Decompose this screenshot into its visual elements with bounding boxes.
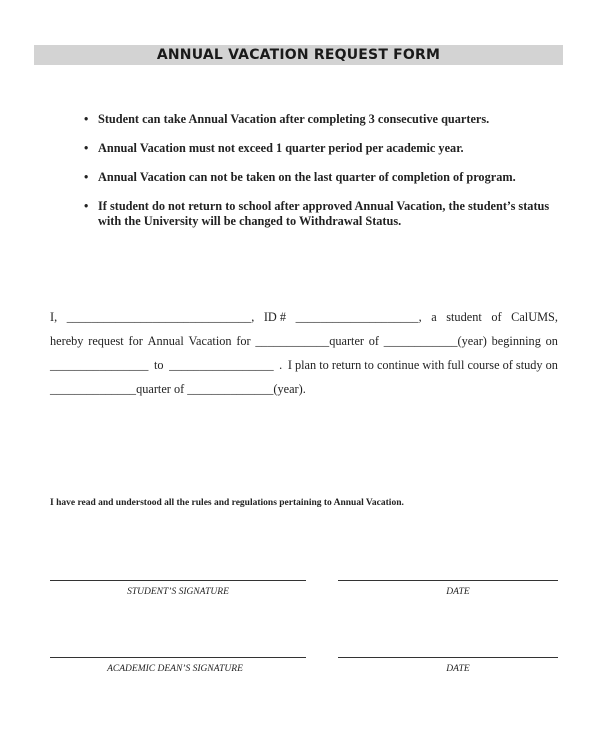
acknowledgement-text: I have read and understood all the rules and regulations pertaining to Annual Vacation. [50,498,404,508]
date-label-2: DATE [446,664,470,674]
form-line-2 [50,334,558,349]
end-date-blank[interactable]: _________________ [169,358,274,372]
date-line-1[interactable] [338,580,558,581]
student-signature-line[interactable] [50,580,306,581]
word: of [368,334,380,348]
bullet-icon: • [84,170,89,184]
bullet-icon: • [84,141,89,155]
rule-text: Annual Vacation must not exceed 1 quarter period per academic year. [98,141,464,155]
date-label-1: DATE [446,587,470,597]
word: hereby [50,334,84,348]
year-blank[interactable]: ____________(year) [383,334,487,348]
rule-item [80,141,550,156]
word: on [545,334,558,348]
bullet-icon: • [84,199,89,213]
quarter-blank[interactable]: ____________quarter [255,334,365,348]
start-date-blank[interactable]: ________________ [50,358,149,372]
rule-text: Student can take Annual Vacation after completing 3 consecutive quarters. [98,112,490,126]
word: . [279,358,283,372]
bullet-icon: • [84,112,89,126]
form-line-3 [50,358,558,373]
return-quarter-blank[interactable]: ______________quarter of ______________(year). [50,382,306,396]
word: I plan to return to continue with full course of study on [287,358,558,372]
form-line-4 [50,382,558,397]
word: CalUMS, [511,310,558,324]
rules-list [80,112,550,243]
word: to [153,358,164,372]
page-title: ANNUAL VACATION REQUEST FORM [156,47,441,63]
title-banner [34,45,563,65]
word: for [236,334,251,348]
rule-item [80,112,550,127]
word: Annual [147,334,184,348]
word: a [431,310,437,324]
id-blank[interactable]: ____________________, [295,310,422,324]
rule-item [80,170,550,185]
rule-text: Annual Vacation can not be taken on the last quarter of completion of program. [98,170,516,184]
word: student [446,310,482,324]
dean-signature-label: ACADEMIC DEAN’S SIGNATURE [107,664,243,674]
word: for [128,334,143,348]
date-line-2[interactable] [338,657,558,658]
dean-signature-line[interactable] [50,657,306,658]
rule-text: If student do not return to school after approved Annual Vacation, the student’s status with the University will be changed to Withdrawal Status. [98,199,550,228]
word: I, [50,310,58,324]
student-signature-label: STUDENT’S SIGNATURE [127,587,229,597]
word: beginning [491,334,541,348]
word: Vacation [188,334,232,348]
name-blank[interactable]: ______________________________, [66,310,255,324]
form-line-1 [50,310,558,325]
rule-item [80,199,550,229]
word: request [88,334,124,348]
word: ID # [263,310,287,324]
word: of [491,310,502,324]
